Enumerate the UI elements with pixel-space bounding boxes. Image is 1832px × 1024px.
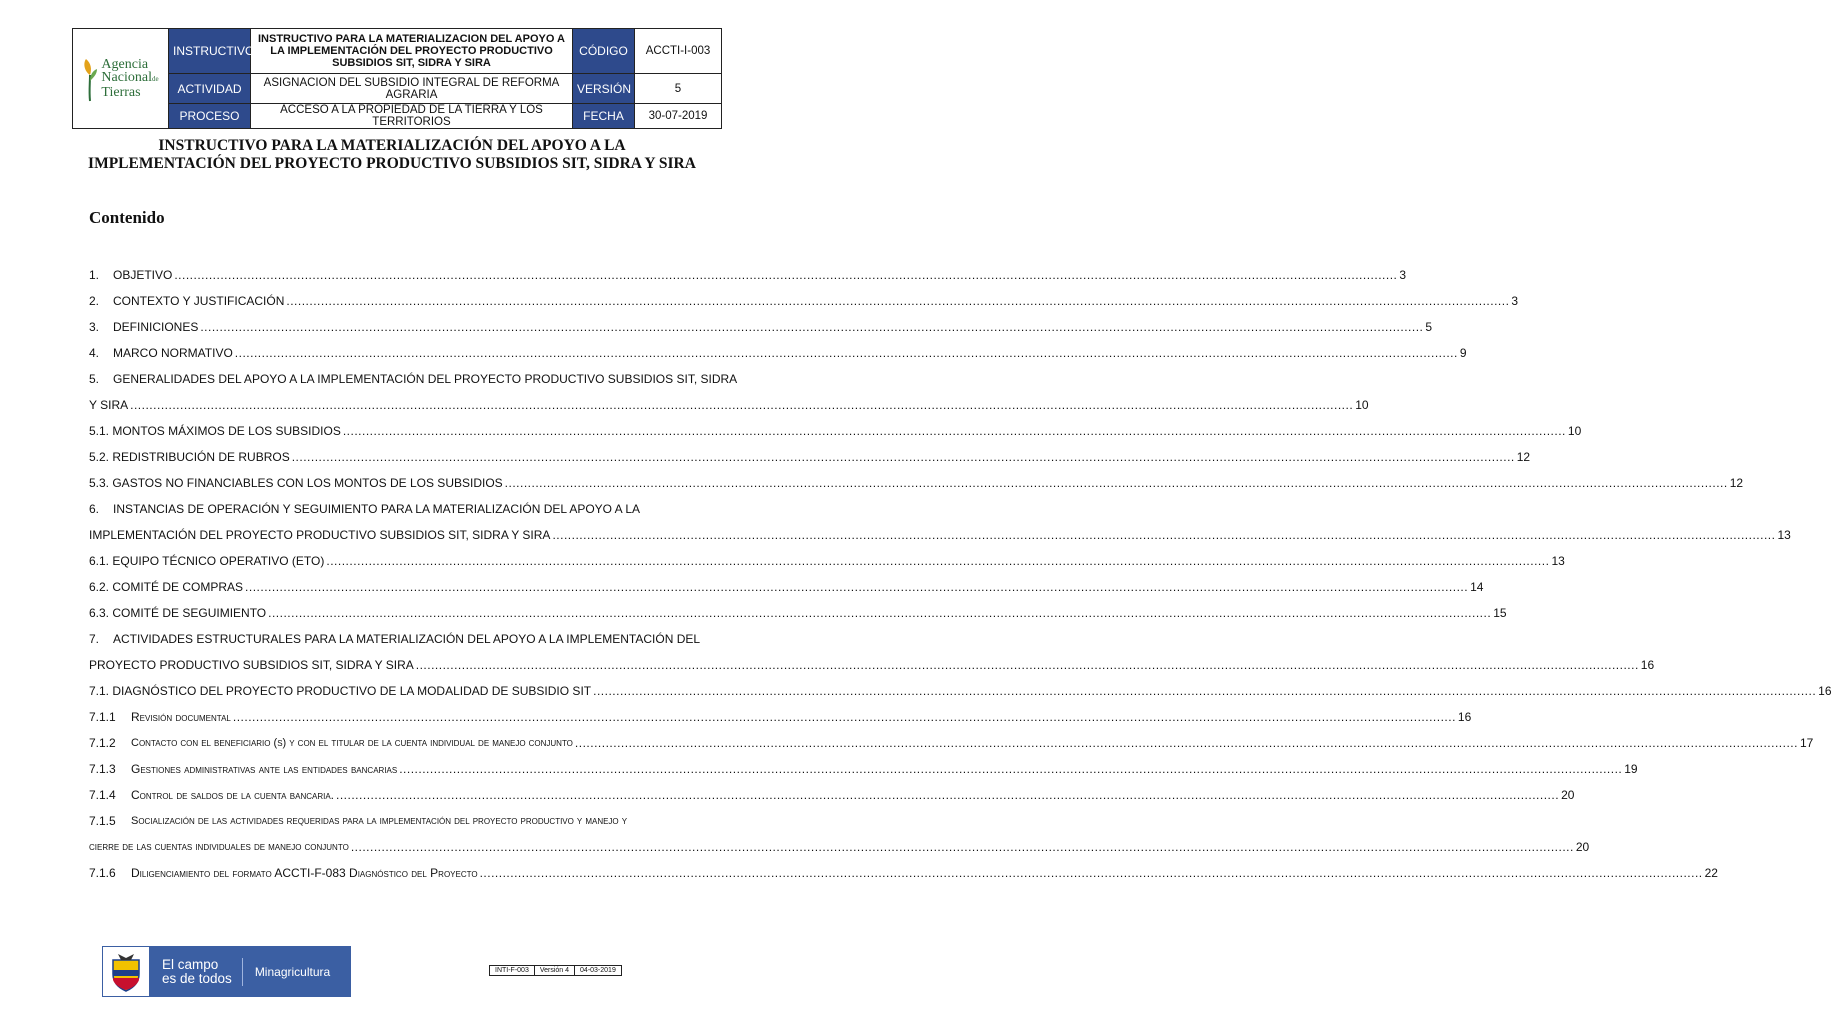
toc-entry-label: Socialización de las actividades requeridas para la implementación del proyecto productivo y manejo y [131,815,628,827]
toc-dot-leader [200,320,1423,334]
government-banner [102,946,351,997]
toc-entry-label: Revisión documental [131,710,231,724]
toc-entry-label: CONTEXTO Y JUSTIFICACIÓN [113,294,285,308]
toc-dot-leader [326,554,1549,568]
toc-entry[interactable] [89,782,1575,808]
toc-dot-leader [268,606,1491,620]
toc-entry-page: 12 [1729,476,1744,490]
toc-entry-label: Diligenciamiento del formato ACCTI-F-083 Diagnóstico del Proyecto [131,866,478,880]
toc-entry-number: 7.1.2 [89,736,116,750]
toc-dot-leader [174,268,1397,282]
toc-entry-label: 6.2. COMITÉ DE COMPRAS [89,580,244,594]
proceso-value: ACCESO A LA PROPIEDAD DE LA TIERRA Y LOS TERRITORIOS [251,104,573,129]
toc-entry[interactable] [89,808,681,834]
version-value: 5 [635,74,722,104]
toc-entry-label: 6.3. COMITÉ DE SEGUIMIENTO [89,606,267,620]
toc-dot-leader [351,840,1574,854]
form-code: INTI-F-003 [490,966,535,976]
toc-entry-page: 16 [1457,710,1472,724]
toc-entry-number: 7.1.3 [89,762,116,776]
toc-entry-label: IMPLEMENTACIÓN DEL PROYECTO PRODUCTIVO SUBSIDIOS SIT, SIDRA Y SIRA [89,528,551,542]
toc-entry[interactable] [89,496,681,522]
toc-entry[interactable] [89,704,1472,730]
proceso-label: PROCESO [169,104,251,129]
form-version: Versión 4 [534,966,574,976]
toc-dot-leader [130,398,1353,412]
toc-entry-page: 22 [1704,866,1718,880]
toc-entry-page: 13 [1777,528,1791,542]
toc-entry-label: 7.1. DIAGNÓSTICO DEL PROYECTO PRODUCTIVO DE LA MODALIDAD DE SUBSIDIO SIT [89,684,592,698]
toc-dot-leader [235,346,1458,360]
codigo-value: ACCTI-I-003 [635,29,722,74]
toc-entry-page: 20 [1561,788,1575,802]
toc-entry-label: GENERALIDADES DEL APOYO A LA IMPLEMENTACIÓN DEL PROYECTO PRODUCTIVO SUBSIDIOS SIT, SIDRA [113,372,738,386]
toc-dot-leader [399,762,1622,776]
toc-entry-page: 17 [1799,736,1814,750]
toc-entry[interactable] [89,678,1832,704]
toc-dot-leader [292,450,1515,464]
toc-entry-number: 3. [89,320,100,334]
toc-entry[interactable] [89,262,1407,288]
toc-entry-page: 3 [1399,268,1407,282]
toc-entry-number: 5. [89,372,100,386]
toc-entry-label: Gestiones administrativas ante las entidades bancarias [131,762,398,776]
logo-line2: Nacional [101,70,152,85]
toc-entry-number: 6. [89,502,100,516]
toc-entry-page: 15 [1493,606,1507,620]
toc-entry-label: PROYECTO PRODUCTIVO SUBSIDIOS SIT, SIDRA Y SIRA [89,658,414,672]
toc-entry-page: 10 [1355,398,1369,412]
campaign-slogan [150,958,243,986]
toc-entry[interactable] [89,314,1433,340]
toc-entry-page: 3 [1511,294,1519,308]
toc-entry[interactable] [89,860,1718,886]
toc-entry-number: 7.1.5 [89,814,116,828]
toc-entry[interactable] [89,652,1655,678]
actividad-label: ACTIVIDAD [169,74,251,104]
toc-dot-leader [233,710,1456,724]
toc-dot-leader [343,424,1566,438]
form-date: 04-03-2019 [575,966,622,976]
toc-entry-label: cierre de las cuentas individuales de manejo conjunto [89,841,349,853]
toc-entry-label: 5.2. REDISTRIBUCIÓN DE RUBROS [89,450,290,464]
agency-logo [73,29,169,129]
slogan-line1: El campo [162,956,219,972]
toc-dot-leader [505,476,1728,490]
toc-entry-page: 16 [1818,684,1832,698]
toc-entry[interactable] [89,288,1519,314]
fecha-value: 30-07-2019 [635,104,722,129]
form-code-table [489,965,622,976]
toc-dot-leader [416,658,1639,672]
version-label: VERSIÓN [573,74,635,104]
document-header-table [72,28,722,129]
toc-entry-label: INSTANCIAS DE OPERACIÓN Y SEGUIMIENTO PARA LA MATERIALIZACIÓN DEL APOYO A LA [113,502,641,516]
contents-heading: Contenido [89,208,165,227]
document-title [60,137,724,173]
instructivo-value: INSTRUCTIVO PARA LA MATERIALIZACION DEL APOYO A LA IMPLEMENTACIÓN DEL PROYECTO PRODUCTIVO SUBSIDIOS SIT, SIDRA Y SIRA [251,29,573,74]
toc-dot-leader [593,684,1816,698]
toc-entry[interactable] [89,392,1369,418]
fecha-label: FECHA [573,104,635,129]
toc-dot-leader [245,580,1468,594]
toc-entry[interactable] [89,548,1565,574]
toc-dot-leader [480,866,1703,880]
toc-entry-number: 7.1.4 [89,788,116,802]
document-title-line1: INSTRUCTIVO PARA LA MATERIALIZACIÓN DEL APOYO A LA [158,137,626,154]
toc-entry[interactable] [89,600,1507,626]
logo-line3: Tierras [101,85,141,100]
toc-entry-number: 4. [89,346,100,360]
toc-entry-page: 9 [1459,346,1467,360]
codigo-label: CÓDIGO [573,29,635,74]
toc-entry[interactable] [89,626,701,652]
toc-entry-label: 5.1. MONTOS MÁXIMOS DE LOS SUBSIDIOS [89,424,341,438]
toc-entry-label: OBJETIVO [113,268,173,282]
slogan-line2: es de todos [162,970,232,986]
toc-entry[interactable] [89,756,1638,782]
toc-dot-leader [552,528,1775,542]
toc-entry-page: 19 [1624,762,1638,776]
leaf-logo-icon [82,57,98,101]
toc-entry-page: 12 [1516,450,1531,464]
toc-entry[interactable] [89,444,1531,470]
toc-entry[interactable] [89,366,738,392]
toc-entry-page: 13 [1551,554,1565,568]
toc-entry[interactable] [89,340,1467,366]
document-title-line2: IMPLEMENTACIÓN DEL PROYECTO PRODUCTIVO SUBSIDIOS SIT, SIDRA Y SIRA [88,155,696,172]
toc-entry[interactable] [89,470,1744,496]
toc-entry-label: 6.1. EQUIPO TÉCNICO OPERATIVO (ETO) [89,554,325,568]
toc-entry-page: 14 [1470,580,1484,594]
toc-entry[interactable] [89,418,1582,444]
toc-entry[interactable] [89,522,1791,548]
toc-dot-leader [575,736,1798,750]
ministry-name: Minagricultura [254,964,331,979]
toc-dot-leader [336,788,1559,802]
toc-entry-page: 10 [1567,424,1582,438]
toc-entry[interactable] [89,574,1484,600]
toc-entry-label: Y SIRA [89,398,129,412]
toc-entry-label: Contacto con el beneficiario (s) y con el titular de la cuenta individual de manejo conjunto [131,737,573,749]
toc-entry-number: 2. [89,294,100,308]
toc-entry-label: Control de saldos de la cuenta bancaria. [131,788,335,802]
toc-entry[interactable] [89,834,1590,860]
toc-entry-page: 5 [1425,320,1433,334]
toc-entry-label: ACTIVIDADES ESTRUCTURALES PARA LA MATERIALIZACIÓN DEL APOYO A LA IMPLEMENTACIÓN DEL [113,632,701,646]
toc-entry-number: 7.1.1 [89,710,116,724]
toc-entry-page: 16 [1640,658,1655,672]
actividad-value: ASIGNACION DEL SUBSIDIO INTEGRAL DE REFORMA AGRARIA [251,74,573,104]
toc-entry-number: 7. [89,632,100,646]
toc-entry[interactable] [89,730,1814,756]
toc-entry-label: 5.3. GASTOS NO FINANCIABLES CON LOS MONTOS DE LOS SUBSIDIOS [89,476,503,490]
logo-line1: Agencia [101,57,149,72]
instructivo-label: INSTRUCTIVO [169,29,251,74]
coat-of-arms-icon [102,946,150,997]
toc-entry-label: DEFINICIONES [113,320,199,334]
table-of-contents [89,262,1832,886]
toc-entry-page: 20 [1575,840,1590,854]
logo-de: de [151,75,159,83]
toc-entry-number: 7.1.6 [89,866,116,880]
toc-entry-label: MARCO NORMATIVO [113,346,233,360]
toc-entry-number: 1. [89,268,100,282]
toc-dot-leader [286,294,1509,308]
